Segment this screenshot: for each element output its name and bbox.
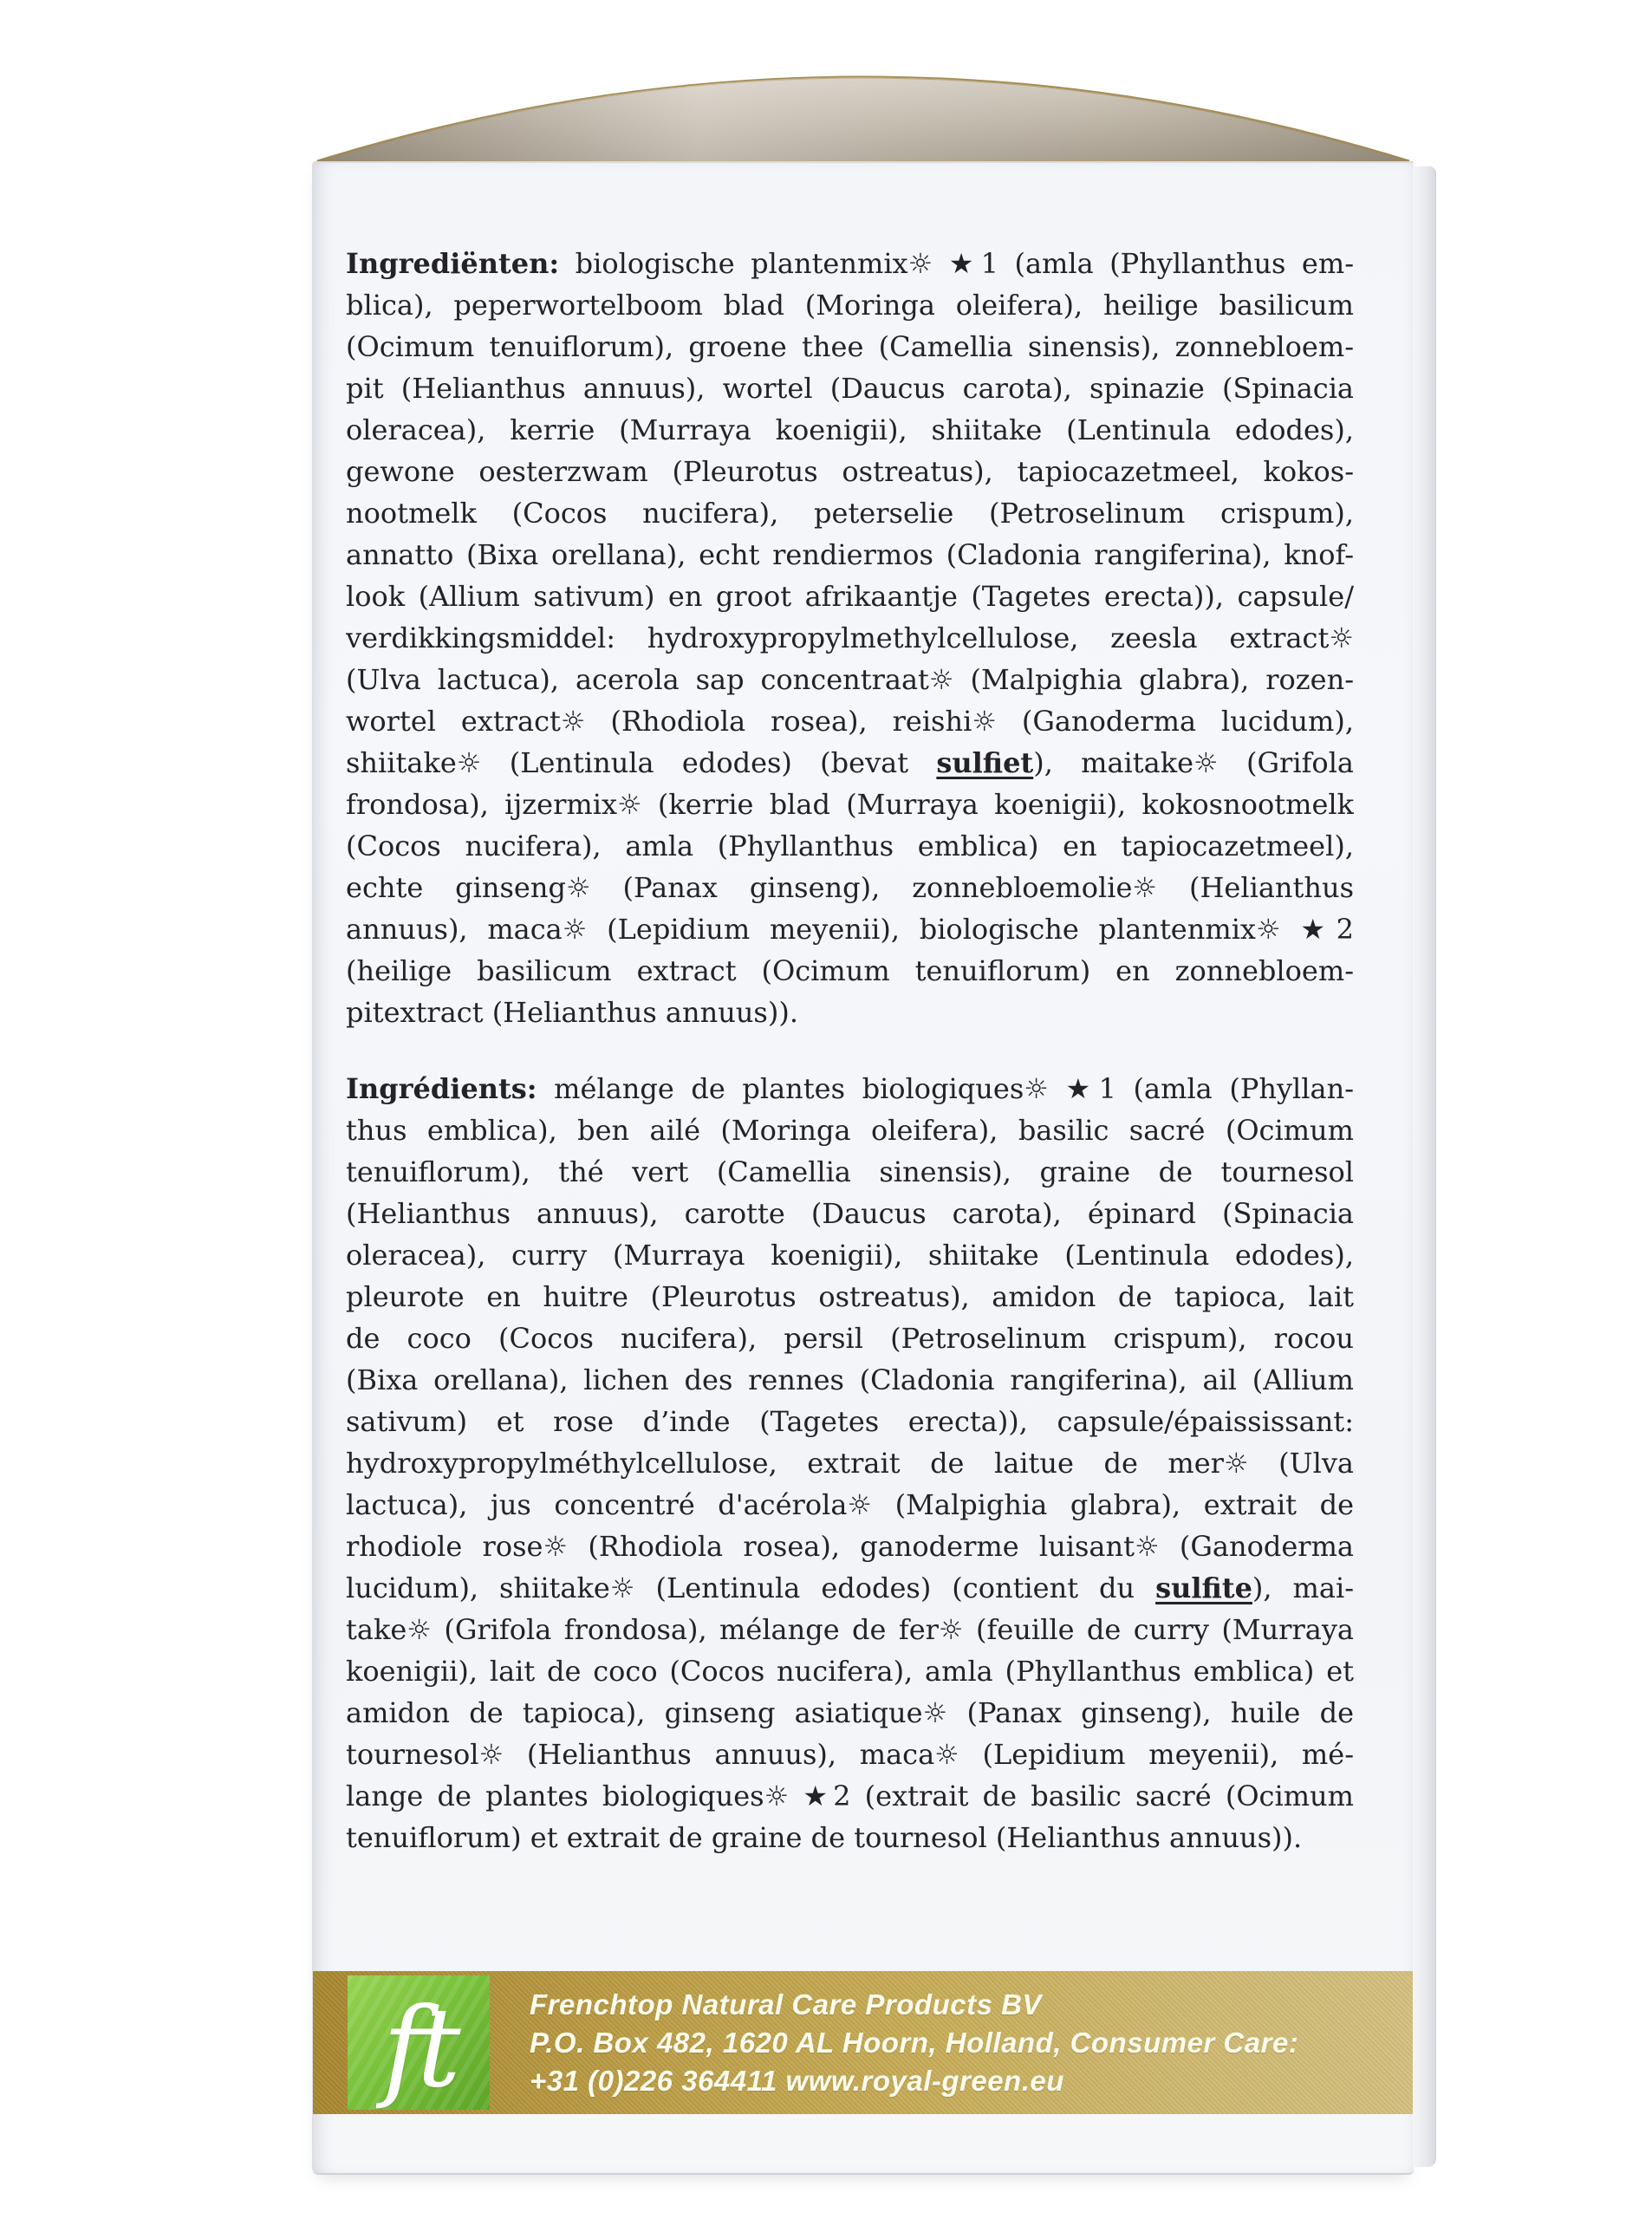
ingredients-dutch-paragraph (346, 243, 1354, 1033)
box-top-flap (314, 66, 1413, 165)
ingredient-line: gewone oesterzwam (Pleurotus ostreatus), tapiocazetmeel, kokos- (346, 455, 1354, 488)
box-side-panel (1413, 166, 1436, 2167)
ingredient-line: tournesol☼ (Helianthus annuus), maca☼ (Lepidium meyenii), mé- (346, 1738, 1354, 1771)
ingredient-line: pit (Helianthus annuus), wortel (Daucus carota), spinazie (Spinacia (346, 372, 1354, 405)
ingredients-french-paragraph (346, 1068, 1354, 1858)
ingredient-line: blica), peperwortelboom blad (Moringa oleifera), heilige basilicum (346, 289, 1354, 322)
ingredient-line: frondosa), ijzermix☼ (kerrie blad (Murraya koenigii), kokosnootmelk (346, 788, 1354, 821)
ingredient-line: (Ulva lactuca), acerola sap concentraat☼ (Malpighia glabra), rozen- (346, 663, 1354, 696)
footer-text-block (530, 1986, 1298, 2100)
box-front-panel (312, 161, 1414, 2175)
ingredient-line: lange de plantes biologiques☼ ★2 (extrait de basilic sacré (Ocimum (346, 1780, 1354, 1812)
ingredient-line: sativum) et rose d’inde (Tagetes erecta)), capsule/épaississant: (346, 1405, 1354, 1438)
ingredient-line: thus emblica), ben ailé (Moringa oleifera), basilic sacré (Ocimum (346, 1114, 1354, 1147)
ingredient-line: (heilige basilicum extract (Ocimum tenuiflorum) en zonnebloem- (346, 954, 1354, 987)
ingredient-line: pleurote en huitre (Pleurotus ostreatus), amidon de tapioca, lait (346, 1280, 1354, 1313)
ingredient-line: take☼ (Grifola frondosa), mélange de fer☼ (feuille de curry (Murraya (346, 1613, 1354, 1646)
brand-footer-band (313, 1971, 1414, 2114)
flap-sheen (317, 77, 1409, 161)
footer-contact-line: +31 (0)226 364411 www.royal-green.eu (530, 2065, 1064, 2097)
brand-logo (348, 1975, 490, 2110)
ingredient-line: hydroxypropylméthylcellulose, extrait de laitue de mer☼ (Ulva (346, 1447, 1354, 1480)
ingredient-line: oleracea), curry (Murraya koenigii), shiitake (Lentinula edodes), (346, 1239, 1354, 1272)
ingredient-line: (Cocos nucifera), amla (Phyllanthus emblica) en tapiocazetmeel), (346, 830, 1354, 862)
ingredient-line: annuus), maca☼ (Lepidium meyenii), biologische plantenmix☼ ★2 (346, 913, 1354, 946)
ingredient-line: koenigii), lait de coco (Cocos nucifera), amla (Phyllanthus emblica) et (346, 1655, 1354, 1688)
ingredient-line: verdikkingsmiddel: hydroxypropylmethylcellulose, zeesla extract☼ (346, 621, 1354, 654)
ingredient-line: amidon de tapioca), ginseng asiatique☼ (Panax ginseng), huile de (346, 1696, 1354, 1729)
ingredient-line: tenuiflorum), thé vert (Camellia sinensis), graine de tournesol (346, 1155, 1354, 1188)
ingredient-line: pitextract (Helianthus annuus)). (346, 996, 798, 1029)
ingredient-line: wortel extract☼ (Rhodiola rosea), reishi☼ (Ganoderma lucidum), (346, 705, 1354, 738)
ingredient-line: oleracea), kerrie (Murraya koenigii), shiitake (Lentinula edodes), (346, 413, 1354, 446)
ingredient-line: nootmelk (Cocos nucifera), peterselie (Petroselinum crispum), (346, 497, 1354, 530)
ingredient-line: (Helianthus annuus), carotte (Daucus carota), épinard (Spinacia (346, 1197, 1354, 1230)
brand-logo-text: ft (382, 1983, 455, 2112)
footer-address-line: P.O. Box 482, 1620 AL Hoorn, Holland, Consumer Care: (530, 2027, 1299, 2059)
ingredient-line: (Ocimum tenuiflorum), groene thee (Camellia sinensis), zonnebloem- (346, 330, 1354, 363)
ingredient-line: Ingrédients: mélange de plantes biologiques☼ ★1 (amla (Phyllan- (346, 1072, 1354, 1105)
ingredient-line: lactuca), jus concentré d'acérola☼ (Malpighia glabra), extrait de (346, 1488, 1354, 1521)
ingredient-line: Ingrediënten: biologische plantenmix☼ ★1 (amla (Phyllanthus em- (346, 247, 1354, 280)
ingredient-line: shiitake☼ (Lentinula edodes) (bevat sulfiet), maitake☼ (Grifola (346, 746, 1354, 779)
ingredient-line: lucidum), shiitake☼ (Lentinula edodes) (contient du sulfite), mai- (346, 1572, 1354, 1604)
ingredient-line: de coco (Cocos nucifera), persil (Petroselinum crispum), rocou (346, 1322, 1354, 1355)
ingredient-line: look (Allium sativum) en groot afrikaantje (Tagetes erecta)), capsule/ (346, 580, 1354, 613)
ingredient-line: (Bixa orellana), lichen des rennes (Cladonia rangiferina), ail (Allium (346, 1363, 1354, 1396)
ingredient-line: annatto (Bixa orellana), echt rendiermos (Cladonia rangiferina), knof- (346, 538, 1354, 571)
footer-company-line: Frenchtop Natural Care Products BV (530, 1988, 1042, 2021)
ingredient-line: echte ginseng☼ (Panax ginseng), zonnebloemolie☼ (Helianthus (346, 871, 1354, 904)
ingredient-line: rhodiole rose☼ (Rhodiola rosea), ganoderme luisant☼ (Ganoderma (346, 1530, 1354, 1563)
ingredient-line: tenuiflorum) et extrait de graine de tournesol (Helianthus annuus)). (346, 1821, 1303, 1854)
